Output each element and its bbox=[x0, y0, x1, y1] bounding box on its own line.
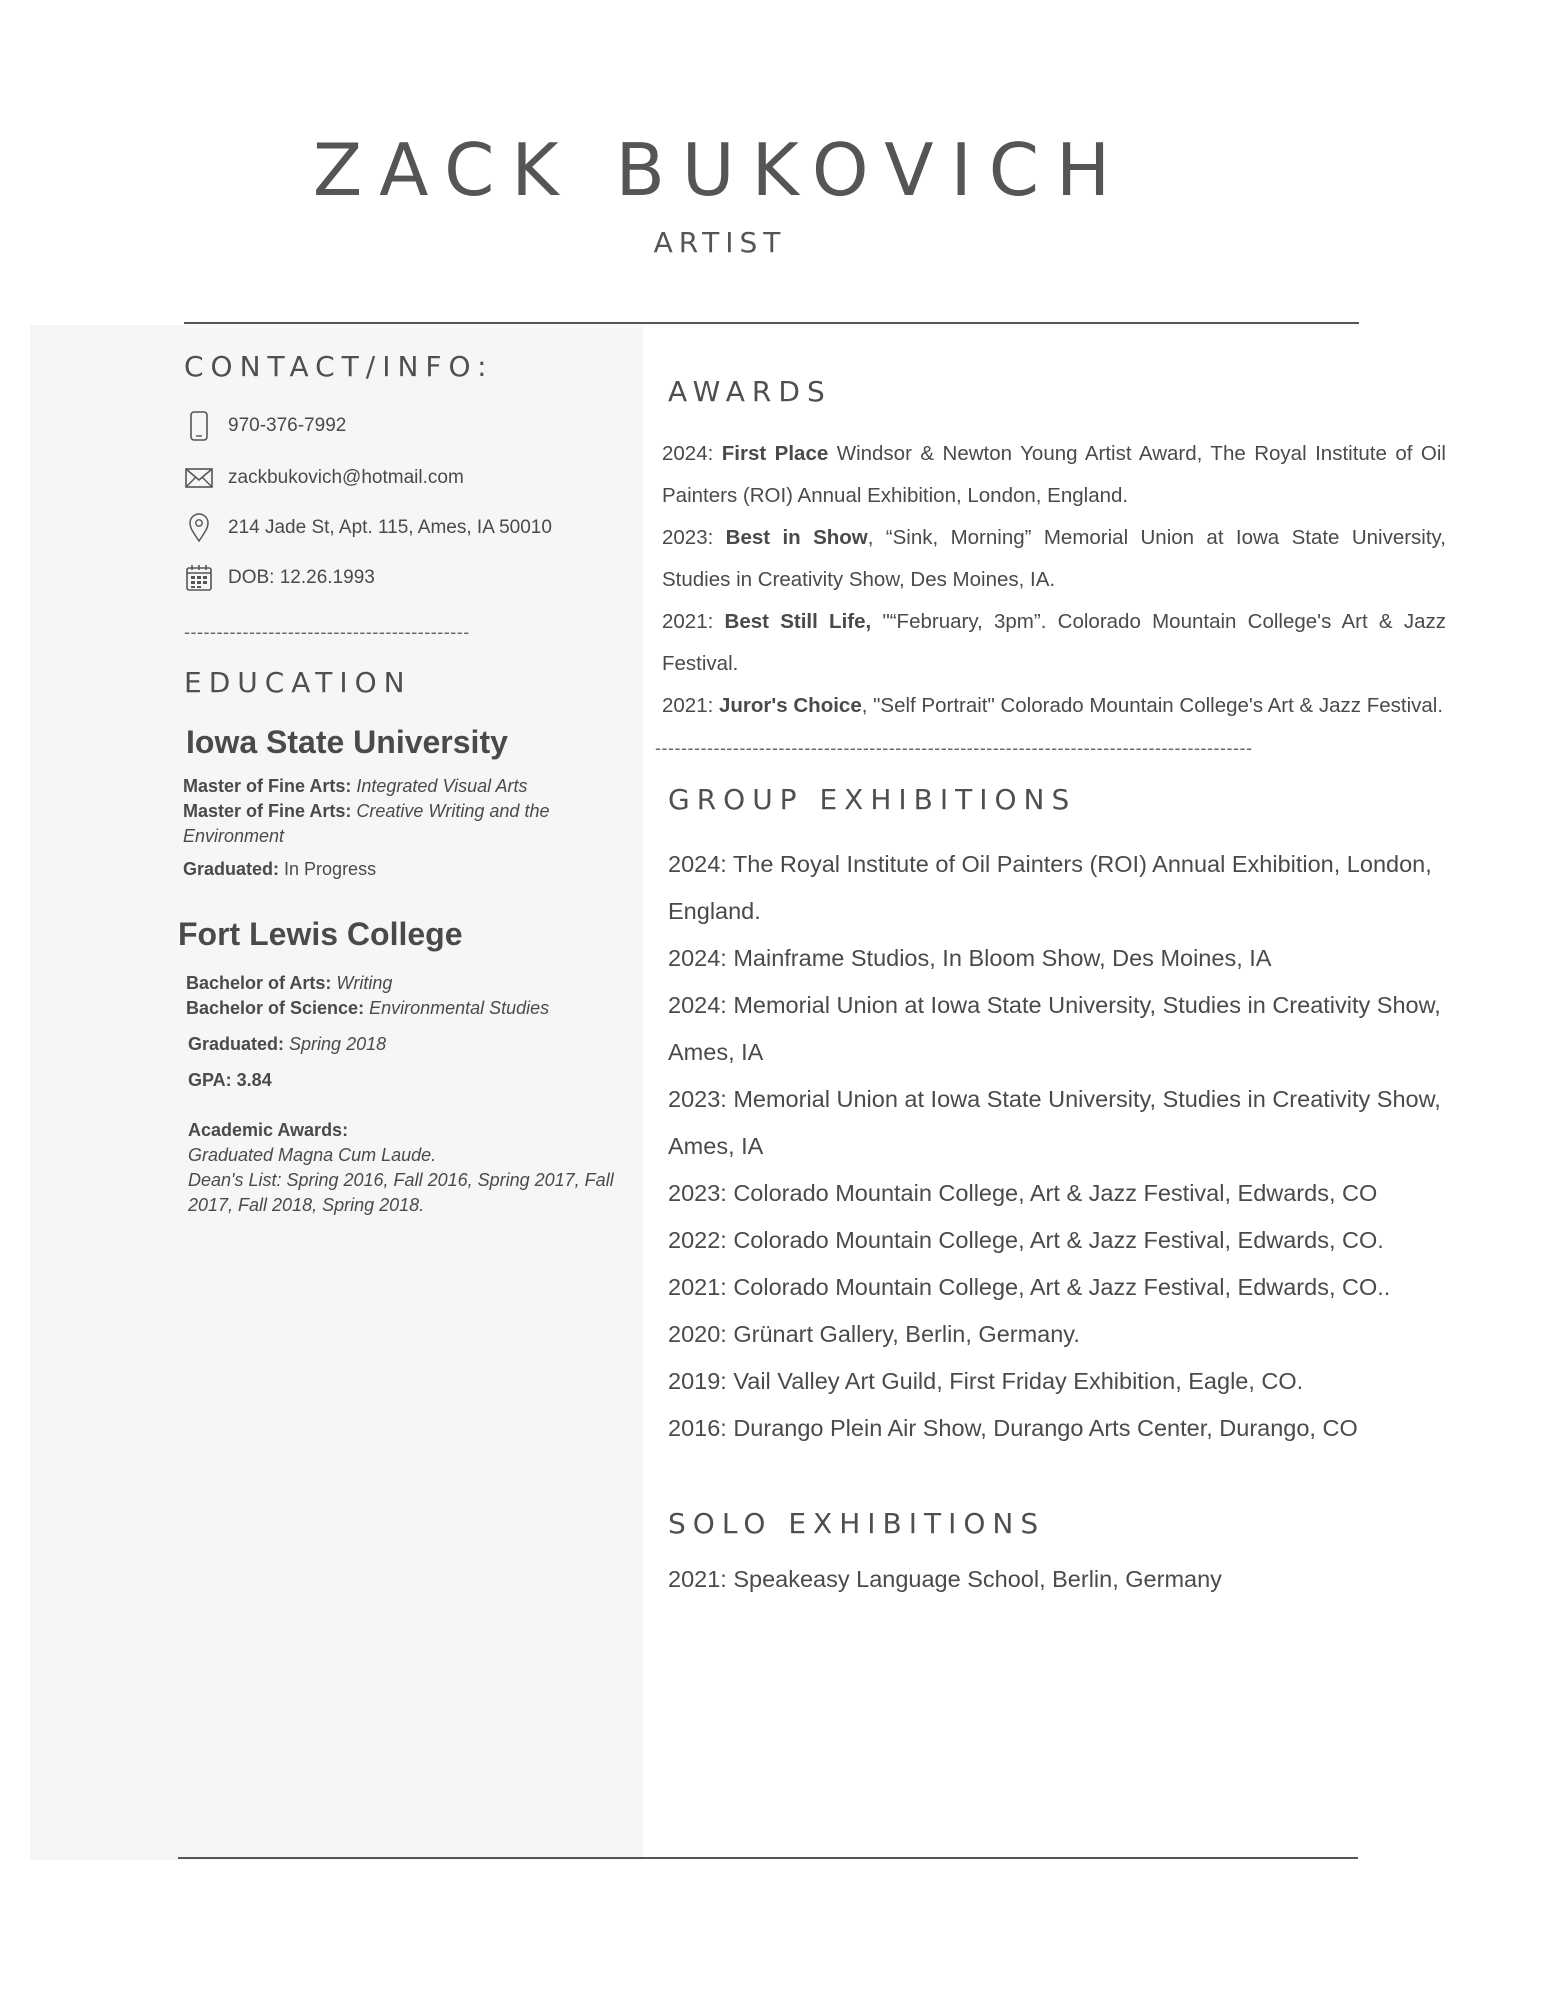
award-detail: , “Sink, Morning” Memorial Union at Iowa State University, Studies in Creativity Show, Des Moines, IA. bbox=[662, 526, 1446, 591]
street-address: 214 Jade St, Apt. 115, Ames, IA 50010 bbox=[228, 517, 552, 538]
phone-icon bbox=[184, 411, 214, 441]
list-item: 2020: Grünart Gallery, Berlin, Germany. bbox=[668, 1321, 1080, 1347]
school-name: Iowa State University bbox=[186, 724, 508, 760]
sidebar-background bbox=[30, 325, 643, 1860]
award-title: Best in Show bbox=[725, 526, 868, 549]
phone-number: 970-376-7992 bbox=[228, 415, 347, 436]
list-item: 2024: The Royal Institute of Oil Painters (ROI) Annual Exhibition, London, England. bbox=[668, 851, 1432, 924]
graduated-value: In Progress bbox=[284, 859, 377, 879]
contact-divider: -------------------------------------------- bbox=[184, 622, 470, 642]
list-item: 2021: Colorado Mountain College, Art & Jazz Festival, Edwards, CO.. bbox=[668, 1274, 1391, 1300]
academic-awards bbox=[188, 1118, 628, 1218]
calendar-icon bbox=[184, 563, 214, 593]
degree-label: Bachelor of Science: bbox=[186, 998, 365, 1018]
group-exhibitions-list bbox=[668, 841, 1458, 1452]
award-detail: , "Self Portrait" Colorado Mountain College's Art & Jazz Festival. bbox=[861, 694, 1444, 717]
map-pin-icon bbox=[184, 513, 214, 543]
resume-name: ZACK BUKOVICH bbox=[312, 128, 1128, 212]
list-item: 2021: Speakeasy Language School, Berlin, Germany bbox=[668, 1566, 1222, 1592]
resume-role: ARTIST bbox=[653, 226, 787, 259]
graduated-line bbox=[183, 857, 376, 882]
award-item bbox=[662, 601, 1446, 685]
list-item: 2023: Memorial Union at Iowa State University, Studies in Creativity Show, Ames, IA bbox=[668, 1086, 1441, 1159]
graduated-label: Graduated: bbox=[188, 1034, 285, 1054]
contact-dob-row bbox=[184, 563, 375, 593]
contact-heading: CONTACT/INFO: bbox=[184, 350, 494, 383]
contact-phone-row bbox=[184, 411, 346, 441]
group-exhibitions-heading: GROUP EXHIBITIONS bbox=[668, 783, 1077, 816]
award-item bbox=[662, 433, 1446, 517]
graduated-label: Graduated: bbox=[183, 859, 280, 879]
academic-awards-label: Academic Awards: bbox=[188, 1120, 349, 1140]
graduated-line bbox=[188, 1032, 386, 1057]
degree-label: Bachelor of Arts: bbox=[186, 973, 332, 993]
degree-value: Environmental Studies bbox=[369, 998, 550, 1018]
gpa-value: GPA: 3.84 bbox=[188, 1070, 272, 1090]
degree-value: Integrated Visual Arts bbox=[356, 776, 528, 796]
list-item: 2023: Colorado Mountain College, Art & Jazz Festival, Edwards, CO bbox=[668, 1180, 1378, 1206]
award-title: Juror's Choice bbox=[719, 694, 862, 717]
list-item: 2019: Vail Valley Art Guild, First Friday Exhibition, Eagle, CO. bbox=[668, 1368, 1304, 1394]
award-detail: Windsor & Newton Young Artist Award, The Royal Institute of Oil Painters (ROI) Annual Exhibition, London, England. bbox=[662, 442, 1446, 507]
graduated-value: Spring 2018 bbox=[289, 1034, 387, 1054]
list-item: 2022: Colorado Mountain College, Art & Jazz Festival, Edwards, CO. bbox=[668, 1227, 1384, 1253]
degree-label: Master of Fine Arts: bbox=[183, 801, 352, 821]
awards-list bbox=[662, 433, 1446, 727]
footer-divider bbox=[178, 1857, 1358, 1859]
list-item: 2024: Memorial Union at Iowa State University, Studies in Creativity Show, Ames, IA bbox=[668, 992, 1441, 1065]
envelope-icon bbox=[184, 463, 214, 493]
school-name: Fort Lewis College bbox=[178, 916, 463, 952]
degree-line bbox=[183, 774, 603, 799]
award-title: First Place bbox=[721, 442, 829, 465]
awards-heading: AWARDS bbox=[668, 375, 832, 408]
awards-divider: -------------------------------------------------------------------------------------------- bbox=[655, 738, 1253, 758]
degree-line bbox=[186, 971, 606, 996]
degree-value: Creative Writing and the Environment bbox=[183, 801, 550, 846]
education-heading: EDUCATION bbox=[184, 666, 412, 699]
award-year: 2024: bbox=[662, 442, 722, 465]
gpa bbox=[188, 1068, 272, 1093]
award-year: 2021: bbox=[662, 694, 719, 717]
award-year: 2023: bbox=[662, 526, 726, 549]
solo-exhibitions-list bbox=[668, 1556, 1448, 1603]
list-item: 2024: Mainframe Studios, In Bloom Show, Des Moines, IA bbox=[668, 945, 1272, 971]
award-item bbox=[662, 517, 1446, 601]
degree-line bbox=[183, 799, 603, 849]
award-title: Best Still Life, bbox=[724, 610, 872, 633]
degree-line bbox=[186, 996, 626, 1021]
email-address[interactable]: zackbukovich@hotmail.com bbox=[228, 467, 464, 488]
list-item: 2016: Durango Plein Air Show, Durango Arts Center, Durango, CO bbox=[668, 1415, 1358, 1441]
degree-label: Master of Fine Arts: bbox=[183, 776, 352, 796]
academic-award: Graduated Magna Cum Laude. bbox=[188, 1145, 437, 1165]
date-of-birth: DOB: 12.26.1993 bbox=[228, 567, 375, 588]
degree-value: Writing bbox=[336, 973, 393, 993]
header-divider bbox=[184, 322, 1359, 324]
academic-award: Dean's List: Spring 2016, Fall 2016, Spring 2017, Fall 2017, Fall 2018, Spring 2018. bbox=[188, 1170, 614, 1215]
award-year: 2021: bbox=[662, 610, 725, 633]
contact-email-row bbox=[184, 463, 464, 493]
award-detail: "“February, 3pm”. Colorado Mountain College's Art & Jazz Festival. bbox=[662, 610, 1446, 675]
solo-exhibitions-heading: SOLO EXHIBITIONS bbox=[668, 1507, 1046, 1540]
contact-address-row bbox=[184, 513, 552, 543]
award-item bbox=[662, 685, 1446, 727]
